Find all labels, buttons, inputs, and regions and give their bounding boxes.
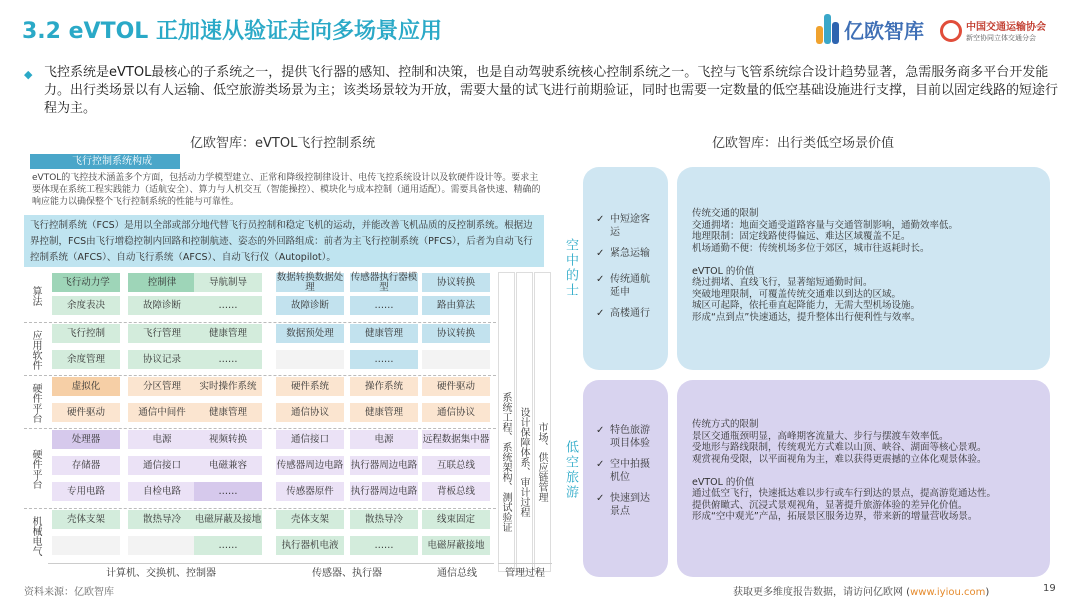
section-title: 飞行控制系统构成	[30, 154, 180, 169]
grid-cell: 电磁屏蔽接地	[422, 536, 490, 555]
page-title: 3.2 eVTOL 正加速从验证走向多场景应用	[22, 19, 442, 44]
grid-cell: 执行器机电液	[276, 536, 344, 555]
grid-cell: 故障诊断	[276, 296, 344, 315]
grid-cell: ……	[194, 482, 262, 501]
grid-cell: 健康管理	[350, 403, 418, 422]
scene-item	[596, 458, 658, 484]
value-line: 观赏视角受限，以平面视角为主，难以获得更震撼的立体化观景体验。	[692, 453, 987, 465]
grid-cell: 互联总线	[422, 456, 490, 475]
intro-text: 飞控系统是eVTOL最核心的子系统之一，提供飞行器的感知、控制和决策，也是自动驾驶系统核心控制系统之一。飞控与飞管系统综合设计趋势显著，急需服务商多平台开发能力。出行类场景以有人运输、低空旅游类场景为主；该类场景较为开放，需要大量的试飞进行前期验证，同时也需要一定数量的低空基础设施进行支撑，目前以固定线路的短途行程为主。	[44, 65, 1059, 116]
grid-cell: 数据预处理	[276, 324, 344, 343]
bottom-label-computer: 计算机、交换机、控制器	[48, 563, 274, 577]
grid-cell: 传感器原件	[276, 482, 344, 501]
grid-cell: 传感器周边电路	[276, 456, 344, 475]
grid-cell: 通信协议	[276, 403, 344, 422]
scene-item-label: 空中拍摄机位	[610, 459, 650, 483]
value-line: 形成“点到点”快速通达，提升整体出行便利性与效率。	[692, 311, 921, 323]
value-line: 形成“空中观光”产品，拓展景区服务边界，带来新的增量营收场景。	[692, 511, 978, 522]
grid-cell: 实时操作系统	[194, 377, 262, 396]
row-label: 机械电气	[30, 516, 41, 556]
grid-cell: 散热导冷	[350, 510, 418, 529]
grid-cell: 通信中间件	[128, 403, 196, 422]
grid-cell: 线束固定	[422, 510, 490, 529]
grid-cell: 控制律	[128, 273, 196, 292]
scene-item	[596, 213, 658, 239]
footer-link[interactable]: www.iyiou.com	[910, 587, 986, 598]
grid-cell: 壳体支架	[52, 510, 120, 529]
value-line: 通过低空飞行，快速抵达难以步行或车行到达的景点，提高游览通达性。	[692, 488, 997, 499]
vertical-column-3: 市场、供应链管理	[534, 272, 551, 572]
grid-cell: 专用电路	[52, 482, 120, 501]
grid-cell: 通信协议	[422, 403, 490, 422]
value-line: eVTOL 的价值	[692, 476, 755, 488]
grid-cell: ……	[350, 536, 418, 555]
row-separator	[24, 508, 496, 509]
scene-item-label: 高楼通行	[610, 308, 650, 319]
grid-cell: 操作系统	[350, 377, 418, 396]
grid-cell: 电磁兼容	[194, 456, 262, 475]
grid-cell: ……	[350, 296, 418, 315]
grid-cell: 背板总线	[422, 482, 490, 501]
logo-name: 亿欧智库	[844, 18, 924, 43]
bottom-label-bus: 通信总线	[420, 563, 494, 577]
check-icon: ✓	[596, 459, 605, 470]
scene-item-label: 紧急运输	[610, 248, 650, 259]
check-icon: ✓	[596, 425, 605, 436]
grid-cell: 远程数据集中器	[422, 430, 490, 449]
left-description: eVTOL的飞控技术涵盖多个方面，包括动力学模型建立、正常和降级控制律设计、电传飞控系统设计以及软硬件设计等。要求主要体现在系统工程实践能力（适航安全）、算力与人机交互（智能操控）、模块化与成本控制（通用适配）。需要具备快速、精确的响应能力以确保整个飞行控制系统的性能与可靠性。	[32, 173, 541, 207]
grid-cell: 飞行控制	[52, 324, 120, 343]
row-separator	[24, 322, 496, 323]
grid-cell: ……	[194, 296, 262, 315]
grid-cell: 通信接口	[128, 456, 196, 475]
value-line: 交通拥堵：地面交通受道路容量与交通管制影响，通勤效率低。	[692, 219, 959, 231]
taxi-items-card	[583, 167, 668, 370]
grid-cell: 执行器周边电路	[350, 482, 418, 501]
row-label: 硬件平台	[30, 383, 41, 423]
grid-cell: 健康管理	[194, 403, 262, 422]
value-line: 传统交通的限制	[692, 208, 759, 219]
page-number: 19	[1043, 583, 1056, 594]
scene-item-label: 特色旅游项目体验	[610, 425, 650, 449]
grid-cell: 余度表决	[52, 296, 120, 315]
scene-item	[596, 492, 658, 518]
check-icon: ✓	[596, 308, 605, 319]
footer-more	[733, 583, 989, 598]
value-line: 提供俯瞰式、沉浸式景观视角，显著提升旅游体验的差异化价值。	[692, 499, 968, 511]
bottom-label-sensor: 传感器、执行器	[274, 563, 420, 577]
grid-cell: 电源	[128, 430, 196, 449]
row-separator	[24, 428, 496, 429]
footer-more-text: 获取更多维度报告数据，请访问亿欧网 (	[733, 587, 911, 598]
grid-cell: 存储器	[52, 456, 120, 475]
grid-cell: ……	[194, 536, 262, 555]
grid-cell: 协议转换	[422, 273, 490, 292]
grid-cell: 导航制导	[194, 273, 262, 292]
grid-cell: 处理器	[52, 430, 120, 449]
grid-cell: 散热导冷	[128, 510, 196, 529]
grid-cell: 协议转换	[422, 324, 490, 343]
partner-logo	[940, 18, 1046, 43]
footer-more-end: )	[985, 587, 990, 598]
grid-cell: 健康管理	[350, 324, 418, 343]
grid-cell: 传感器执行器模型	[350, 271, 418, 293]
scene-low-altitude-tourism: 低空旅游	[563, 440, 578, 500]
grid-cell	[276, 350, 344, 369]
logo	[816, 14, 924, 44]
grid-cell: 电源	[350, 430, 418, 449]
check-icon: ✓	[596, 214, 605, 225]
grid-cell: 故障诊断	[128, 296, 196, 315]
grid-cell: 电磁屏蔽及接地	[194, 510, 262, 529]
grid-cell: 分区管理	[128, 377, 196, 396]
grid-cell: 硬件系统	[276, 377, 344, 396]
bottom-label-management: 管理过程	[498, 563, 552, 577]
intro-paragraph	[24, 64, 1060, 118]
check-icon: ✓	[596, 248, 605, 259]
scene-item	[596, 424, 658, 450]
value-line: 传统方式的限制	[692, 419, 759, 430]
value-line: 绕过拥堵、直线飞行，显著缩短通勤时间。	[692, 277, 873, 288]
grid-cell: ……	[350, 350, 418, 369]
scene-item-label: 中短途客运	[610, 214, 650, 238]
value-line: 地理限制：固定线路使得偏远、难达区域覆盖不足。	[692, 231, 911, 242]
grid-cell: 自检电路	[128, 482, 196, 501]
partner-name: 中国交通运输协会	[966, 22, 1046, 33]
scene-item-label: 快速到达景点	[610, 493, 650, 517]
grid-cell: 视频转换	[194, 430, 262, 449]
check-icon: ✓	[596, 274, 605, 285]
partner-sub: 新空协同立体交通分会	[966, 34, 1036, 42]
logo-mark-icon	[816, 14, 838, 44]
grid-cell: 壳体支架	[276, 510, 344, 529]
value-line: eVTOL 的价值	[692, 265, 755, 277]
value-line: 突破地理限制，可覆盖传统交通难以到达的区域。	[692, 288, 902, 300]
scene-item	[596, 247, 658, 260]
fcs-description: 飞行控制系统（FCS）是用以全部或部分地代替飞行员控制和稳定飞机的运动，并能改善飞机品质的反控制系统。根据边界控制，FCS由飞行增稳控制内回路和控制航迹、姿态的外回路组成：前者为主飞行控制系统（PFCS），后者为自动飞行控制系统（AFCS）、自动飞行系统（AFCS）、自动飞行仪（Autopilot）。	[24, 215, 544, 267]
scene-item	[596, 273, 658, 299]
grid-cell: 数据转换数据处理	[276, 271, 344, 293]
left-subtitle: 亿欧智库：eVTOL飞行控制系统	[190, 136, 376, 151]
grid-cell: 协议记录	[128, 350, 196, 369]
grid-cell: 飞行管理	[128, 324, 196, 343]
row-separator	[24, 375, 496, 376]
scene-item	[596, 307, 658, 320]
value-line: 景区交通瓶颈明显，高峰期客流量大、步行与摆渡车效率低。	[692, 430, 949, 442]
grid-cell: 硬件驱动	[52, 403, 120, 422]
row-label: 硬件平台	[30, 449, 41, 489]
grid-cell: ……	[194, 350, 262, 369]
grid-cell: 虚拟化	[52, 377, 120, 396]
check-icon: ✓	[596, 493, 605, 504]
grid-cell: 执行器周边电路	[350, 456, 418, 475]
grid-cell	[128, 536, 196, 555]
row-label: 算法	[30, 286, 41, 306]
grid-cell: 通信接口	[276, 430, 344, 449]
vertical-column-2: 设计保障体系、审计过程	[516, 272, 533, 572]
value-line: 城区可起降，依托垂直起降能力，无需大型机场设施。	[692, 300, 921, 311]
value-line: 机场通勤不便：传统机场多位于郊区，城市往返耗时长。	[692, 242, 930, 254]
value-line: 受地形与路线限制，传统观光方式难以山顶、峡谷、湖面等核心景观。	[692, 442, 987, 453]
source-note: 资料来源：亿欧智库	[24, 587, 114, 598]
partner-logo-icon	[940, 20, 962, 42]
grid-cell: 余度管理	[52, 350, 120, 369]
diamond-bullet-icon: ◆	[24, 68, 33, 81]
scene-item-label: 传统通航延申	[610, 274, 650, 298]
grid-cell: 硬件驱动	[422, 377, 490, 396]
grid-cell: 飞行动力学	[52, 273, 120, 292]
right-subtitle: 亿欧智库：出行类低空场景价值	[712, 136, 895, 151]
grid-cell: 路由算法	[422, 296, 490, 315]
grid-cell	[52, 536, 120, 555]
grid-cell	[422, 350, 490, 369]
vertical-column-1: 系统工程、系统架构、测试验证	[498, 272, 515, 572]
scene-air-taxi: 空中的士	[563, 238, 578, 298]
grid-cell: 健康管理	[194, 324, 262, 343]
row-label: 应用软件	[30, 330, 41, 370]
